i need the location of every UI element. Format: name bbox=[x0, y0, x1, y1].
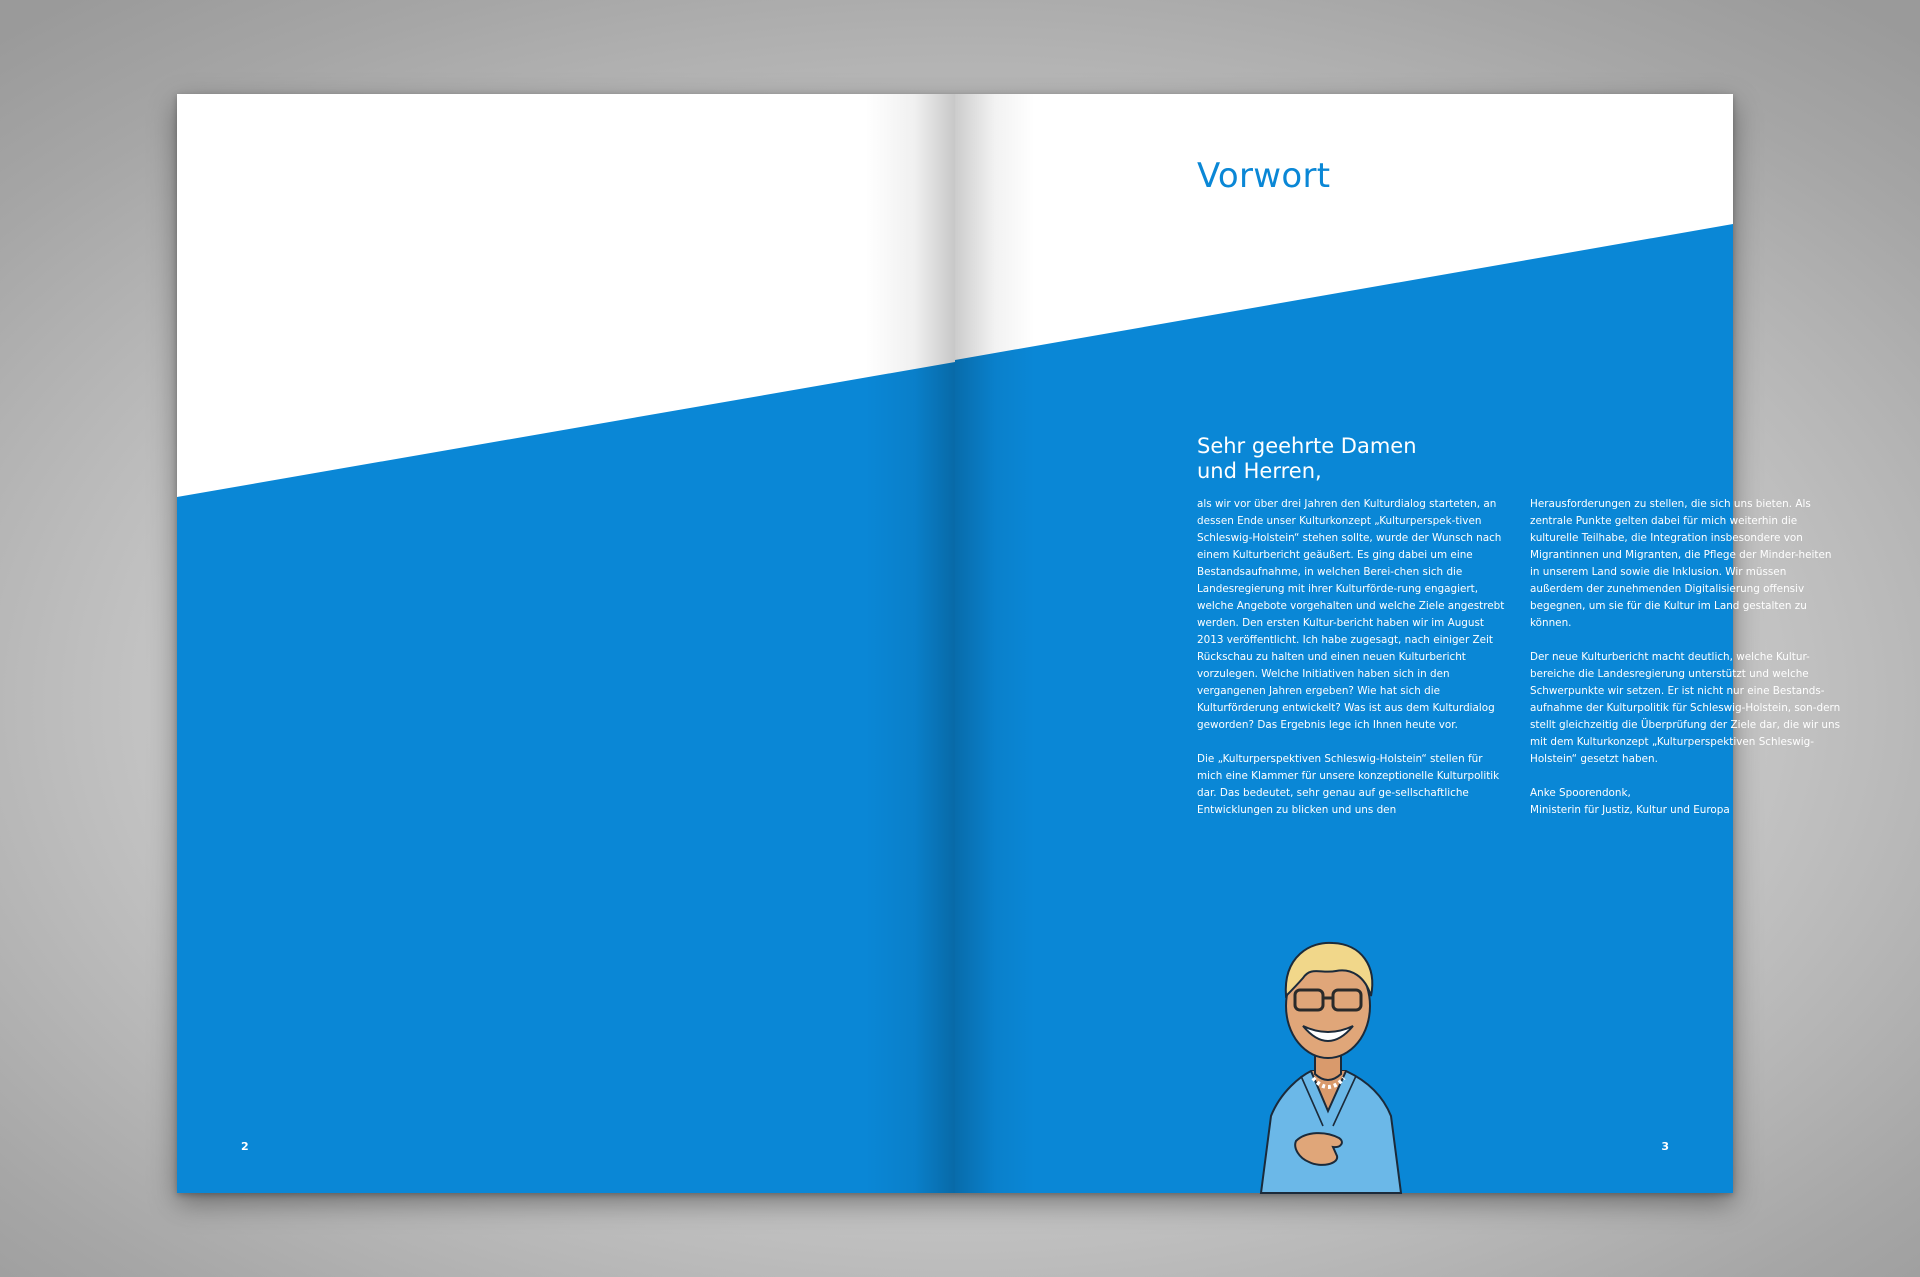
text-column-left bbox=[1197, 496, 1509, 819]
page-title: Vorwort bbox=[1197, 156, 1331, 196]
left-page bbox=[177, 94, 955, 1193]
signature-role: Ministerin für Justiz, Kultur und Europa bbox=[1530, 804, 1730, 816]
portrait-illustration bbox=[1241, 926, 1415, 1193]
signature-name: Anke Spoorendonk, bbox=[1530, 787, 1631, 799]
paragraph: Herausforderungen zu stellen, die sich uns bieten. Als zentrale Punkte gelten dabei für mich weiterhin die kulturelle Teilhabe, die Integration insbesondere von Migrantinnen und Migranten, die Pflege der Minder-heiten in unserem Land sowie die Inklusion. Wir müssen außerdem der zunehmenden Digitalisierung offensiv begegnen, um sie für die Kultur im Land gestalten zu können. bbox=[1530, 498, 1832, 629]
right-page bbox=[955, 94, 1841, 1193]
paragraph: Die „Kulturperspektiven Schleswig-Holstein“ stellen für mich eine Klammer für unsere konzeptionelle Kulturpolitik dar. Das bedeutet, sehr genau auf ge-sellschaftliche Entwicklungen zu blicken und uns den bbox=[1197, 753, 1500, 816]
blue-diagonal-panel bbox=[177, 362, 955, 1193]
paragraph: Der neue Kulturbericht macht deutlich, welche Kultur-bereiche die Landesregierung unterstützt und welche Schwerpunkte wir setzen. Er ist nicht nur eine Bestands-aufnahme der Kulturpolitik für Schleswig-Holstein, son-dern stellt gleichzeitig die Überprüfung der Ziele dar, die wir uns mit dem Kulturkonzept „Kulturperspektiven Schleswig-Holstein“ gesetzt haben. bbox=[1530, 651, 1841, 765]
left-page-background bbox=[177, 94, 955, 1193]
salutation-line: Sehr geehrte Damen bbox=[1197, 434, 1417, 458]
paragraph: als wir vor über drei Jahren den Kulturdialog starteten, an dessen Ende unser Kulturkonzept „Kulturperspek-tiven Schleswig-Holstein“ stehen sollte, wurde der Wunsch nach einem Kulturbericht geäußert. Es ging dabei um eine Bestandsaufnahme, in welchen Berei-chen sich die Landesregierung mit ihrer Kulturförde-rung engagiert, welche Angebote vorgehalten und welche Ziele angestrebt werden. Den ersten Kultur-bericht haben wir im August 2013 veröffentlicht. Ich habe zugesagt, nach einiger Zeit Rückschau zu halten und einen neuen Kulturbericht vorzulegen. Welche Initiativen haben sich in den vergangenen Jahren ergeben? Wie hat sich die Kulturförderung entwickelt? Was ist aus dem Kulturdialog geworden? Das Ergebnis lege ich Ihnen heute vor. bbox=[1197, 498, 1505, 731]
page-number: 2 bbox=[241, 1140, 249, 1153]
text-column-right bbox=[1530, 496, 1842, 819]
page-number: 3 bbox=[1661, 1140, 1669, 1153]
salutation-line: und Herren, bbox=[1197, 459, 1322, 483]
brochure-spread bbox=[177, 94, 1841, 1193]
signature bbox=[1530, 785, 1842, 819]
salutation-heading bbox=[1197, 434, 1497, 484]
